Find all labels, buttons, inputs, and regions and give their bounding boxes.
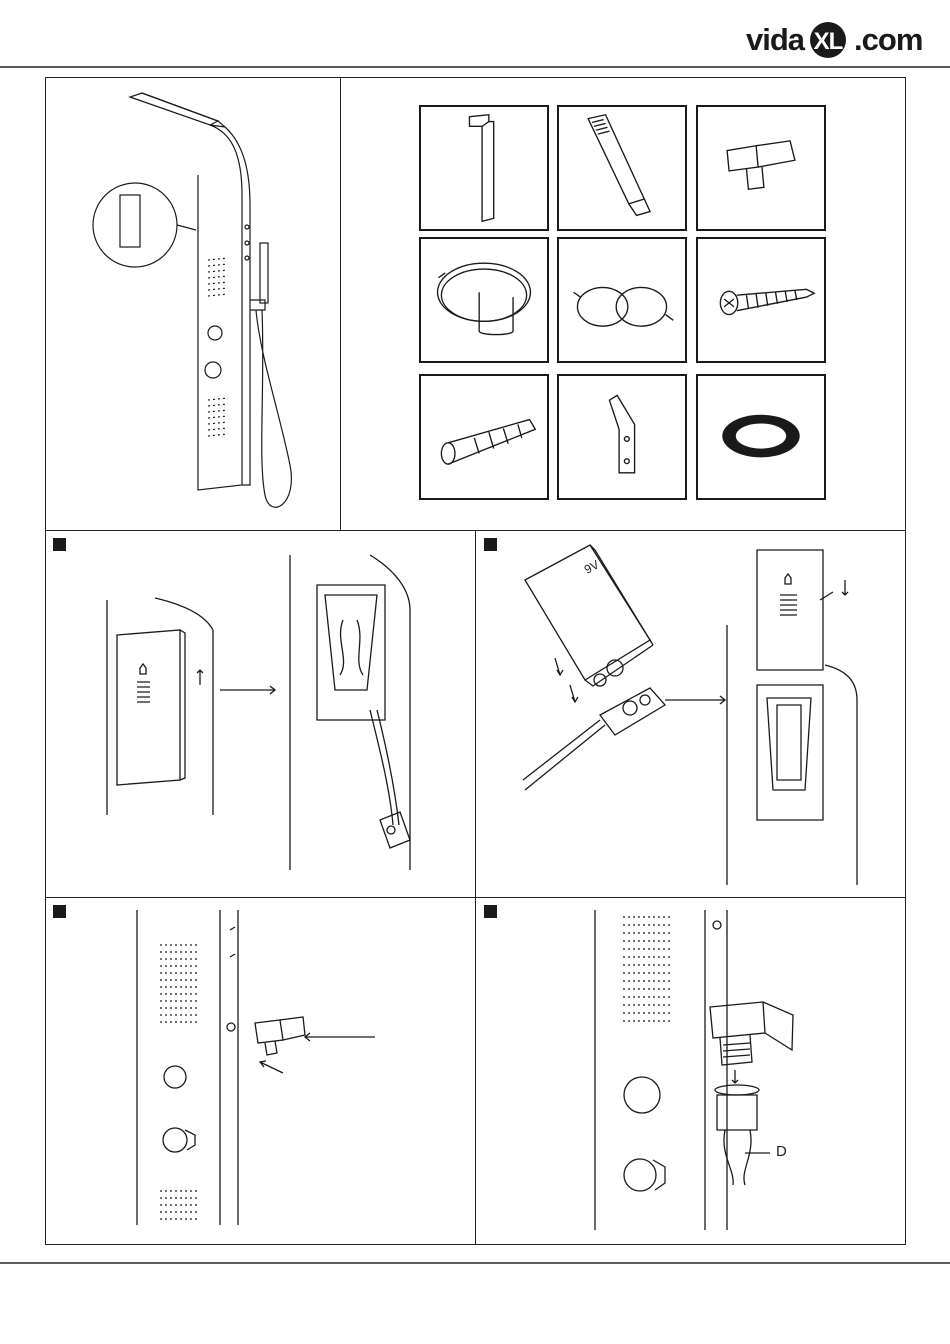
- step-marker-4: [484, 905, 497, 918]
- step-marker-3: [53, 905, 66, 918]
- part-wall-plug: [419, 374, 549, 500]
- part-connection-hoses: [557, 237, 687, 363]
- step-4-label-d: D: [776, 1143, 787, 1160]
- header-rule: [0, 66, 950, 68]
- part-hand-shower-holder: [696, 105, 826, 231]
- footer-rule: [0, 1262, 950, 1264]
- step-marker-1: [53, 538, 66, 551]
- divider-mid-vertical: [475, 530, 476, 1245]
- battery-label: 9V: [581, 557, 602, 577]
- logo-suffix: .com: [854, 22, 923, 57]
- step-1-open-battery-cover: [95, 550, 455, 880]
- step-4-connect-hose: [585, 905, 795, 1235]
- part-shower-hose: [419, 237, 549, 363]
- part-hand-shower: [557, 105, 687, 231]
- part-screw: [696, 237, 826, 363]
- divider-row-2: [45, 897, 906, 898]
- step-2-insert-battery: [515, 540, 885, 890]
- shower-panel-overview: [60, 85, 335, 525]
- logo-mark-text: XL: [813, 28, 843, 55]
- vidaxl-logo: [746, 20, 922, 60]
- part-rubber-washer: [696, 374, 826, 500]
- divider-top-vertical: [340, 77, 341, 530]
- step-3-attach-holder: [125, 905, 385, 1235]
- part-hook-bracket: [557, 374, 687, 500]
- step-marker-2: [484, 538, 497, 551]
- logo-xl-mark: [804, 20, 854, 60]
- part-wall-mounting-bracket: [419, 105, 549, 231]
- logo-prefix: vida: [746, 22, 805, 57]
